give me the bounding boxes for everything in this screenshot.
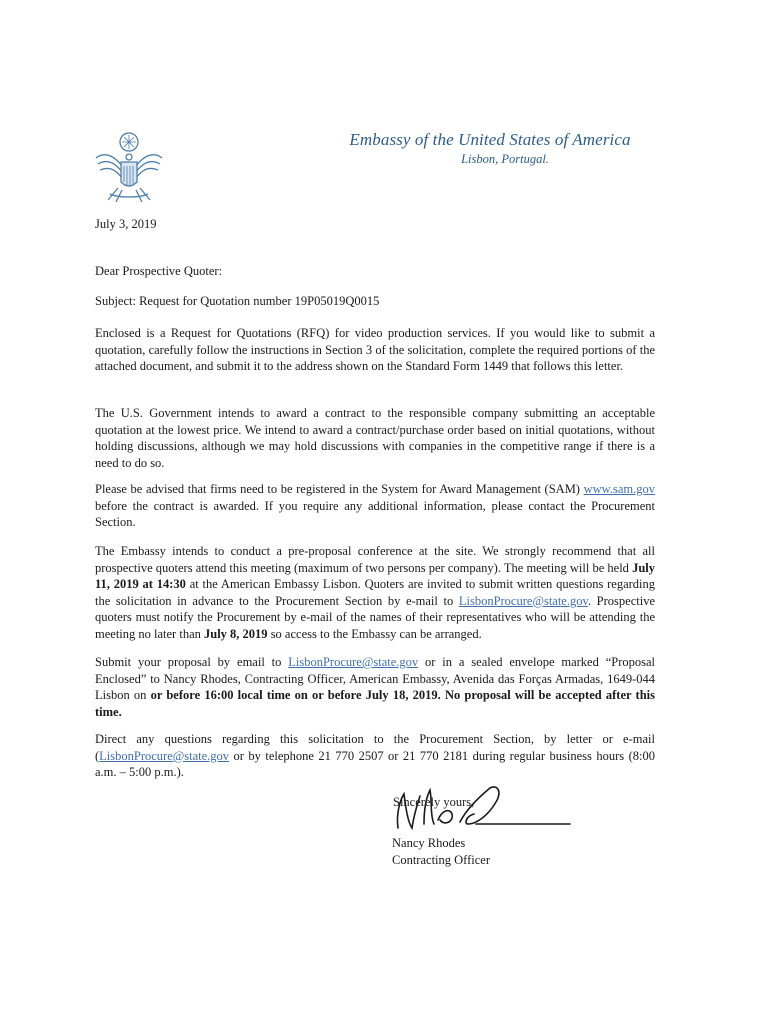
submission-deadline: or before 16:00 local time on or before July 18, 2019. No proposal will be accepted after this time.: [95, 688, 655, 719]
questions-email-link[interactable]: LisbonProcure@state.gov: [99, 748, 230, 763]
letterhead: [340, 130, 640, 167]
salutation: Dear Prospective Quoter:: [95, 264, 223, 278]
paragraph-award: The U.S. Government intends to award a contract to the responsible company submitting an acceptable quotation at the lowest price. We intend to award a contract/purchase order based on initial quotations, without holding discussions, although we may hold discussions with companies in the competitive range if there is a need to do so.: [95, 406, 655, 470]
signer-title: Contracting Officer: [392, 853, 490, 867]
subject-line: Subject: Request for Quotation number 19P05019Q0015: [95, 294, 380, 308]
embassy-location: Lisbon, Portugal.: [461, 152, 549, 166]
paragraph-enclosed: Enclosed is a Request for Quotations (RFQ) for video production services. If you would like to submit a quotation, carefully follow the instructions in Section 3 of the solicitation, complete the required portions of the attached document, and submit it to the address shown on the Standard Form 1449 that follows this letter.: [95, 326, 655, 373]
questions-text-b: or by telephone 21 770 2507 or 21 770 2181 during regular business hours (8:00 a.m. – 5:00 p.m.).: [95, 748, 655, 779]
submit-email-link[interactable]: LisbonProcure@state.gov: [288, 655, 419, 669]
embassy-name: Embassy of the United States of America: [349, 130, 631, 149]
submit-text-b: or in a sealed envelope marked “Proposal Enclosed” to Nancy Rhodes, Contracting Officer, American Embassy, Avenida das Forças Armadas, 1649-044 Lisbon on: [95, 655, 655, 702]
conf-text-d: so access to the Embassy can be arranged.: [267, 626, 482, 641]
closing: Sincerely yours,: [393, 795, 475, 809]
submit-text-a: Submit your proposal by email to: [95, 655, 289, 669]
paragraph-conference: [95, 543, 655, 642]
notify-deadline: July 8, 2019: [204, 626, 268, 641]
questions-text-a: Direct any questions regarding this solicitation to the Procurement Section, by letter or e-mail (: [95, 732, 655, 763]
letter-date: July 3, 2019: [95, 217, 157, 231]
conference-datetime: July 11, 2019 at 14:30: [95, 560, 655, 591]
conf-text-c: . Prospective quoters must notify the Procurement by e-mail of the names of their representatives who will be attending the meeting no later than: [95, 593, 655, 641]
handwritten-signature-icon: [380, 780, 580, 840]
conf-text-a: The Embassy intends to conduct a pre-proposal conference at the site. We strongly recommend that all prospective quoters attend this meeting (maximum of two persons per company). The meeting will be held: [95, 544, 655, 575]
sam-link[interactable]: www.sam.gov: [583, 482, 655, 496]
paragraph-submit: [95, 654, 655, 720]
procure-email-link[interactable]: LisbonProcure@state.gov: [458, 593, 588, 608]
paragraph-questions: [95, 731, 655, 781]
paragraph-sam-text-b: before the contract is awarded. If you require any additional information, please contact the Procurement Section.: [95, 498, 655, 529]
paragraph-sam-text-a: Please be advised that firms need to be registered in the System for Award Management (SAM): [95, 482, 584, 496]
paragraph-sam: [95, 481, 655, 531]
conf-text-b: at the American Embassy Lisbon. Quoters are invited to submit written questions regarding the solicitation in advance to the Procurement Section by e-mail to: [95, 577, 656, 608]
great-seal-icon: [88, 128, 170, 210]
signer-name: Nancy Rhodes: [392, 836, 466, 850]
